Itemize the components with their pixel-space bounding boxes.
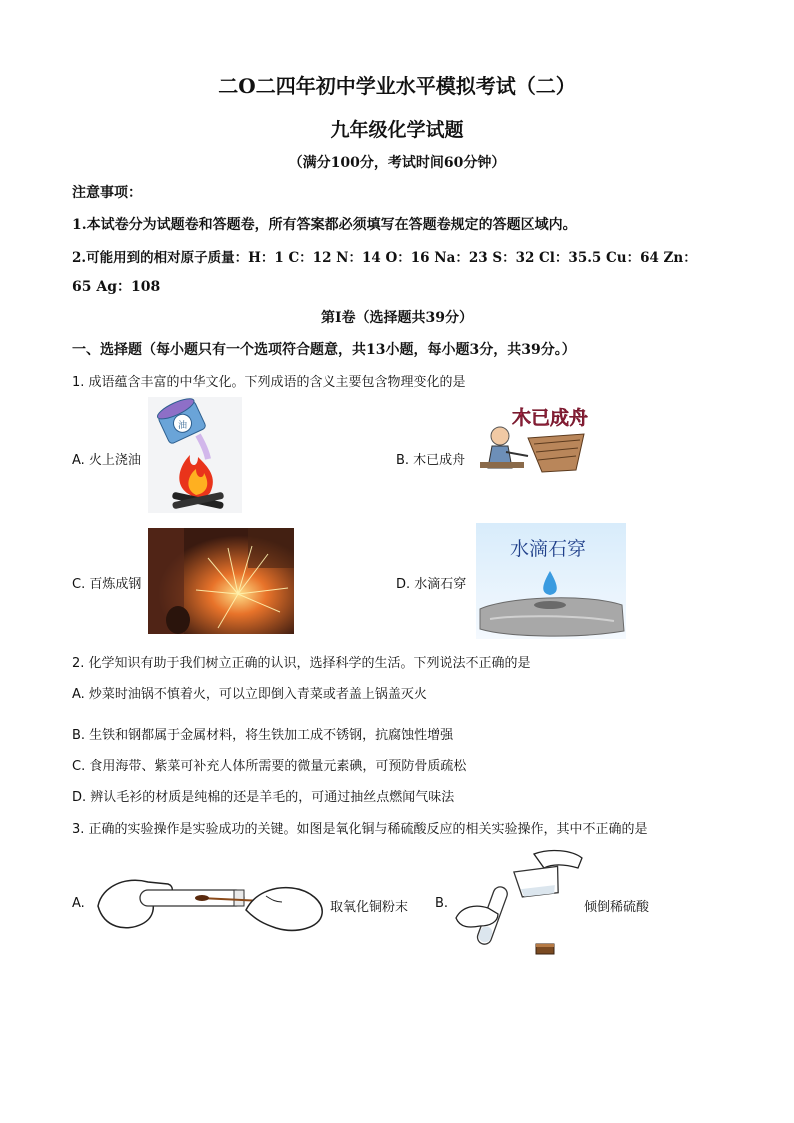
oil-label: 油 <box>178 421 188 431</box>
image-b-caption: 木已成舟 <box>512 407 588 429</box>
q3-image-a <box>96 866 328 938</box>
score-time: （满分100分，考试时间60分钟） <box>288 155 506 171</box>
image-d-caption: 水滴石穿 <box>510 538 587 560</box>
question-1-stem: 1. 成语蕴含丰富的中华文化。下列成语的含义主要包含物理变化的是 <box>72 375 466 390</box>
q1-image-c <box>148 528 294 634</box>
q1-option-c: C. 百炼成钢 <box>72 577 142 592</box>
q2-option-b: B. 生铁和钢都属于金属材料，将生铁加工成不锈钢，抗腐蚀性增强 <box>72 728 454 743</box>
q1-option-d: D. 水滴石穿 <box>396 577 467 592</box>
q1-image-d <box>476 523 626 639</box>
volume-heading: 第Ⅰ卷（选择题共39分） <box>320 310 474 326</box>
question-3-stem: 3. 正确的实验操作是实验成功的关键。如图是氧化铜与稀硫酸反应的相关实验操作，其中不正确的是 <box>72 822 648 837</box>
q2-option-a: A. 炒菜时油锅不慎着火，可以立即倒入青菜或者盖上锅盖灭火 <box>72 687 427 702</box>
notes-item-2: 2.可能用到的相对原子质量：H：1 C：12 N：14 O：16 Na：23 S：32 Cl：35.5 Cu：64 Zn： <box>72 250 697 266</box>
notes-item-1: 1.本试卷分为试题卷和答题卷，所有答案都必须填写在答题卷规定的答题区域内。 <box>72 217 577 233</box>
q1-image-a <box>148 397 242 513</box>
q3-option-b: B. <box>435 896 449 911</box>
q1-option-b: B. 木已成舟 <box>396 453 466 468</box>
exam-title: 二O二四年初中学业水平模拟考试（二） <box>218 74 576 98</box>
q2-option-c: C. 食用海带、紫菜可补充人体所需要的微量元素碘，可预防骨质疏松 <box>72 759 467 774</box>
q3-image-b <box>454 848 584 960</box>
notes-heading: 注意事项： <box>72 185 142 201</box>
question-2-stem: 2. 化学知识有助于我们树立正确的认识，选择科学的生活。下列说法不正确的是 <box>72 656 531 671</box>
exam-subtitle: 九年级化学试题 <box>330 119 464 141</box>
q1-image-b <box>476 398 588 476</box>
q3-caption-a: 取氧化铜粉末 <box>330 900 409 915</box>
q2-option-d: D. 辨认毛衫的材质是纯棉的还是羊毛的，可通过抽丝点燃闻气味法 <box>72 790 455 805</box>
notes-item-2-cont: 65 Ag：108 <box>72 279 161 295</box>
q1-option-a: A. 火上浇油 <box>72 453 141 468</box>
q3-option-a: A. <box>72 896 85 911</box>
section-heading: 一、选择题（每小题只有一个选项符合题意，共13小题，每小题3分，共39分。） <box>72 342 576 358</box>
q3-caption-b: 倾倒稀硫酸 <box>584 900 650 915</box>
